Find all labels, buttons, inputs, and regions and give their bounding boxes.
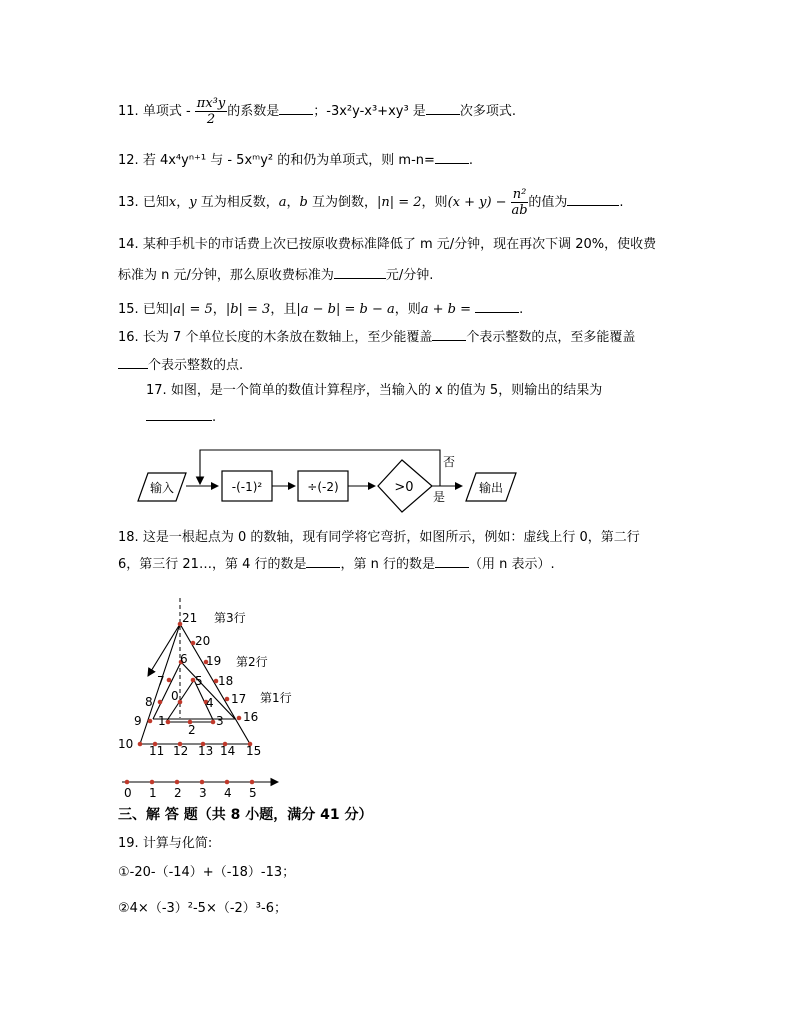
axis-label-3: 3 [199, 786, 207, 800]
point-10 [138, 742, 143, 747]
fraction: $\frac{\text{n²}}{ab}$ [511, 187, 528, 218]
point-label-12: 12 [173, 744, 189, 758]
point-label-8: 8 [145, 695, 153, 709]
answer-blank [279, 102, 313, 115]
point-1 [166, 720, 171, 725]
question-14-line-2: 标准为 n 元/分钟，那么原收费标准为 元/分钟. [118, 268, 434, 283]
row-label-row2: 第2行 [236, 655, 268, 669]
question-13: 13. 已知x，y 互为相反数，a，b 互为倒数，|n| = 2，则(x + y) − $\frac{\text{n²}}{ab}$ 的值为 . [118, 187, 624, 218]
question-17-line-2: . [146, 408, 216, 427]
question-17-line-1: 17. 如图，是一个简单的数值计算程序，当输入的 x 的值为 5，则输出的结果为 [146, 383, 603, 398]
question-16-line-1: 16. 长为 7 个单位长度的木条放在数轴上，至少能覆盖 个表示整数的点，至多能覆盖 [118, 330, 636, 345]
question-12: 12. 若 4x⁴yⁿ⁺¹ 与 - 5xᵐy² 的和仍为单项式，则 m-n= . [118, 153, 474, 168]
axis-label-1: 1 [149, 786, 157, 800]
answer-blank [118, 356, 148, 369]
point-label-2: 2 [188, 723, 196, 737]
point-label-6: 6 [180, 652, 188, 666]
answer-blank [146, 408, 212, 421]
point-16 [237, 716, 242, 721]
answer-blank [435, 555, 469, 568]
point-7 [167, 678, 172, 683]
continuation-arrow [148, 624, 180, 676]
point-label-14: 14 [220, 744, 236, 758]
yes-label: 是 [433, 490, 446, 504]
decision-label: >0 [394, 480, 414, 495]
question-16-line-2: 个表示整数的点. [118, 356, 243, 375]
axis-label-5: 5 [249, 786, 257, 800]
axis-label-2: 2 [174, 786, 182, 800]
question-19-part-1: ①-20-（-14）+（-18）-13； [118, 865, 296, 880]
question-18-line-2: 6，第三行 21…，第 4 行的数是 ，第 n 行的数是 （用 n 表示）. [118, 557, 555, 572]
point-label-1: 1 [158, 714, 166, 728]
point-label-3: 3 [216, 714, 224, 728]
point-label-11: 11 [149, 744, 165, 758]
fraction: $\frac{\text{πx³y}}{2}$ [196, 96, 226, 127]
step-box-square-negate-label: -(-1)² [231, 480, 263, 494]
question-14-line-1: 14. 某种手机卡的市话费上次已按原收费标准降低了 m 元/分钟，现在再次下调 20%，使收费 [118, 237, 657, 252]
number-line [122, 780, 278, 800]
answer-blank [306, 555, 340, 568]
question-15: 15. 已知|a| = 5，|b| = 3，且|a − b| = b − a，则a + b = . [118, 302, 524, 317]
no-label: 否 [443, 455, 456, 469]
point-label-16: 16 [243, 710, 259, 724]
point-17 [225, 697, 230, 702]
point-label-5: 5 [195, 674, 203, 688]
point-label-0: 0 [171, 689, 179, 703]
point-label-4: 4 [206, 696, 214, 710]
question-19-part-2: ②4×（-3）²-5×（-2）³-6； [118, 901, 287, 916]
point-label-15: 15 [246, 744, 262, 758]
section-3-title: 三、解 答 题（共 8 小题，满分 41 分） [118, 807, 373, 823]
answer-blank [432, 328, 466, 341]
step-box-divide-label: ÷(-2) [307, 480, 339, 494]
axis-point-0 [125, 780, 130, 785]
answer-blank [567, 193, 619, 206]
input-label: 输入 [149, 481, 175, 495]
axis-label-4: 4 [224, 786, 232, 800]
question-11: 11. 单项式 - $\frac{\text{πx³y}}{2}$ 的系数是 ；-3x²y-x³+xy³ 是 次多项式. [118, 96, 516, 127]
point-label-9: 9 [134, 714, 142, 728]
point-label-18: 18 [218, 674, 234, 688]
question-18-line-1: 18. 这是一根起点为 0 的数轴，现有同学将它弯折，如图所示，例如：虚线上行 0，第二行 [118, 530, 640, 545]
point-label-13: 13 [198, 744, 214, 758]
point-label-7: 7 [157, 674, 165, 688]
point-8 [158, 700, 163, 705]
row-label-row3: 第3行 [214, 611, 246, 625]
answer-blank [435, 151, 469, 164]
point-9 [148, 719, 153, 724]
answer-blank [334, 266, 386, 279]
output-label: 输出 [478, 481, 504, 495]
point-label-10: 10 [118, 737, 134, 751]
flowchart [0, 446, 794, 516]
point-3 [211, 720, 216, 725]
axis-point-4 [225, 780, 230, 785]
axis-point-2 [175, 780, 180, 785]
answer-blank [475, 300, 519, 313]
axis-point-1 [150, 780, 155, 785]
middle-triangle [153, 662, 235, 719]
point-label-20: 20 [195, 634, 211, 648]
folded-number-line-diagram [100, 598, 420, 808]
axis-point-5 [250, 780, 255, 785]
row-label-row1: 第1行 [260, 691, 292, 705]
axis-label-0: 0 [124, 786, 132, 800]
point-label-17: 17 [231, 692, 247, 706]
point-label-19: 19 [206, 654, 222, 668]
point-label-21: 21 [182, 611, 198, 625]
axis-point-3 [200, 780, 205, 785]
question-19-title: 19. 计算与化简: [118, 836, 213, 851]
triangle-group [118, 598, 292, 758]
answer-blank [426, 102, 460, 115]
